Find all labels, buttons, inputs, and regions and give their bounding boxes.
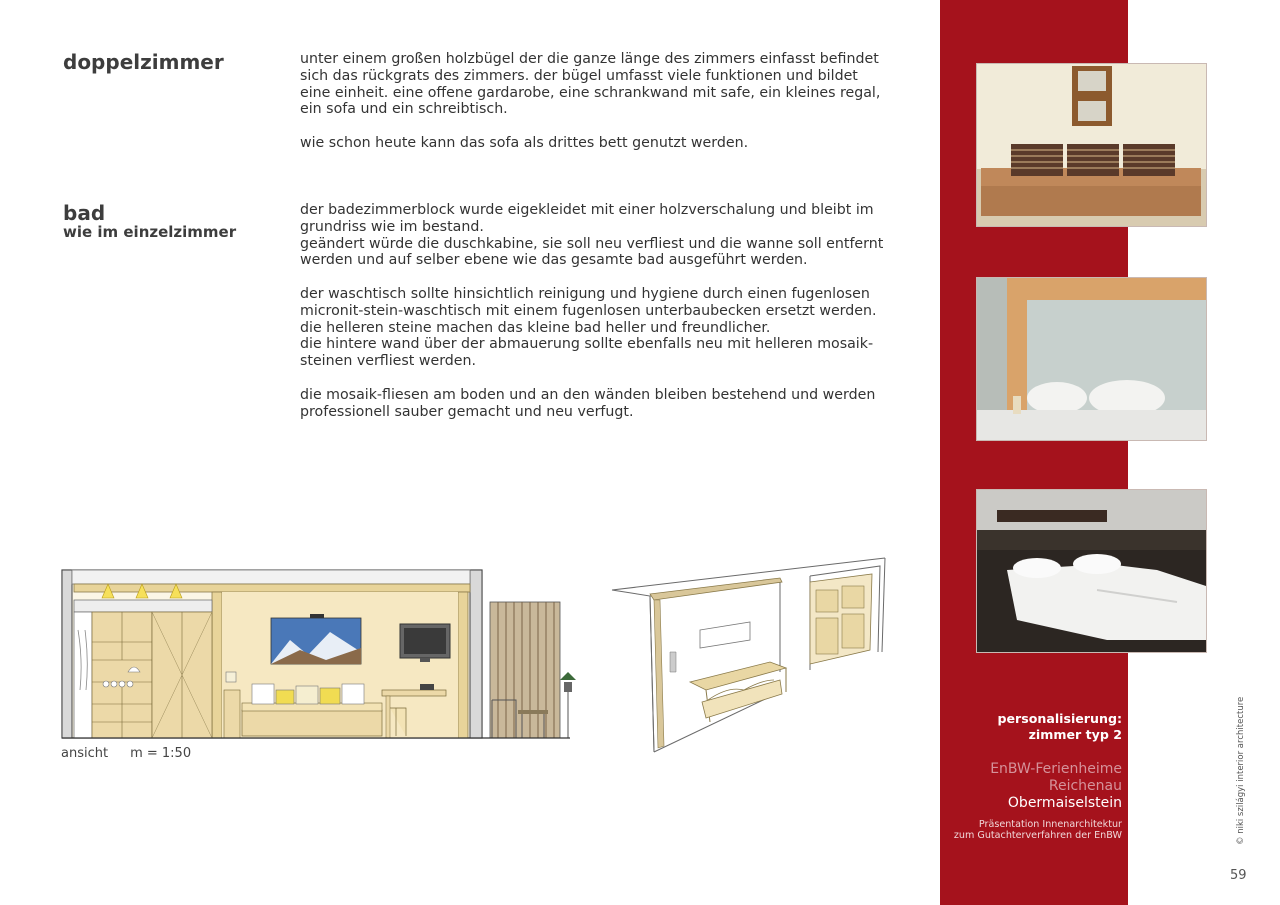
copyright-notice: © niki szilágyi interior architecture (1236, 696, 1246, 845)
project-name-2: Reichenau (1048, 778, 1122, 794)
drawing-caption (61, 746, 213, 761)
page-number: 59 (1230, 868, 1247, 883)
doppelzimmer-paragraph-1: unter einem großen holzbügel der die ganze länge des zimmers einfasst befindet sich das rückgrats des zimmers. der bügel umfasst viele funktionen und bildet eine einheit. eine offene gardarobe, eine schrankwand mit safe, ein kleines regal, ein sofa und ein schreibtisch. (300, 51, 881, 118)
sidebar-title-1: personalisierung: (997, 711, 1122, 726)
project-name-3: Obermaiselstein (1007, 795, 1122, 811)
bad-paragraph-3: die mosaik-fliesen am boden und an den wänden bleiben bestehend und werden professionell sauber gemacht und neu verfugt. (300, 386, 876, 420)
heading-doppelzimmer: doppelzimmer (63, 50, 224, 74)
presentation-line-2: zum Gutachterverfahren der EnBW (953, 830, 1122, 841)
heading-bad: bad (63, 201, 106, 225)
photo-bed-headboard (976, 277, 1207, 441)
subheading-bad: wie im einzelzimmer (63, 223, 237, 241)
doppelzimmer-paragraph-2: wie schon heute kann das sofa als drittes bett genutzt werden. (300, 134, 749, 151)
bad-paragraph-1: der badezimmerblock wurde eigekleidet mit einer holzverschalung und bleibt im grundriss wie im bestand. geändert würde die duschkabine, sie soll neu verfliest und die wanne soll entfernt werden und auf selber ebene wie das gesamte bad ausgeführt werden. (300, 202, 884, 269)
perspective-sketch (610, 552, 910, 757)
caption-label: ansicht (61, 746, 109, 761)
bad-paragraph-2: der waschtisch sollte hinsichtlich reinigung und hygiene durch einen fugenlosen micronit-stein-waschtisch mit einem fugenlosen unterbaubecken ersetzt werden. die helleren steine machen das kleine bad heller und freundlicher. die hintere wand über der abmauerung sollte ebenfalls neu mit helleren mosaik- steinen verfliest werden. (300, 285, 877, 370)
presentation-line-1: Präsentation Innenarchitektur (978, 819, 1122, 830)
sidebar-title-2: zimmer typ 2 (1028, 727, 1122, 742)
photo-double-bed (976, 489, 1207, 653)
room-elevation-drawing (60, 560, 580, 745)
project-name-1: EnBW-Ferienheime (990, 761, 1122, 777)
caption-scale: m = 1:50 (130, 746, 192, 761)
doppelzimmer-text (300, 51, 910, 169)
bad-text (300, 202, 910, 437)
photo-sofa (976, 63, 1207, 227)
